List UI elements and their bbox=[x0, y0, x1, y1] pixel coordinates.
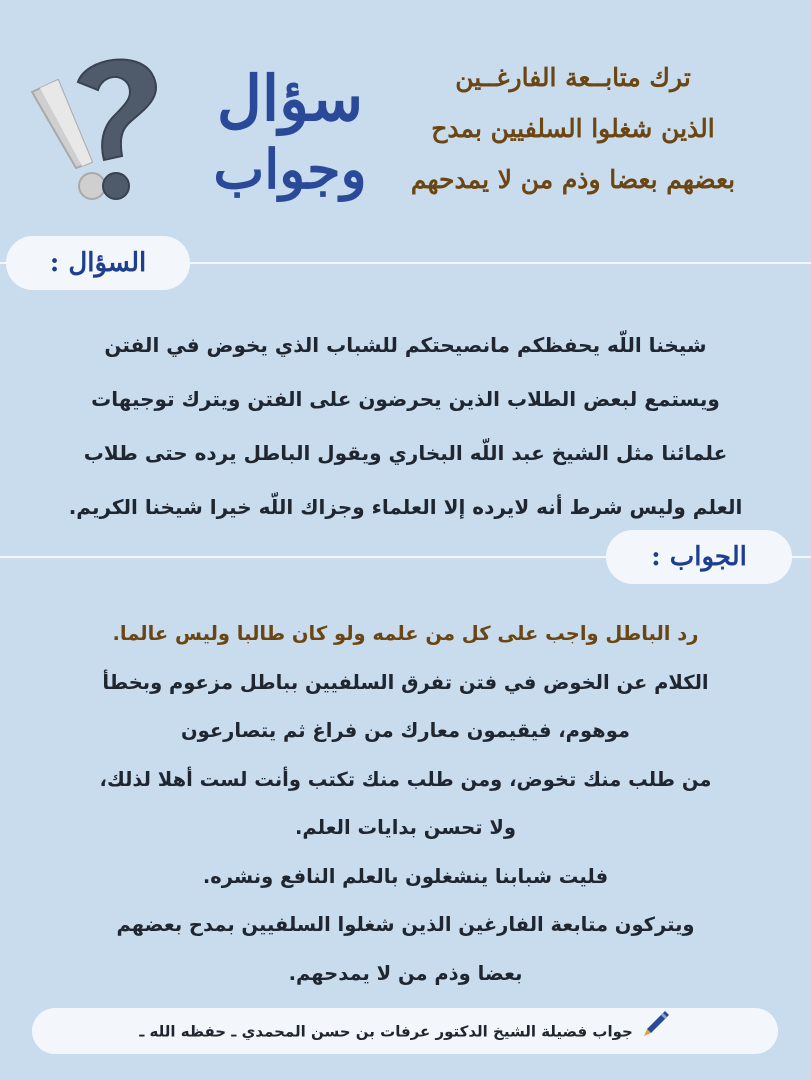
logo-word-answer: وجواب bbox=[213, 137, 367, 201]
qa-logo bbox=[20, 40, 390, 210]
answer-line: من طلب منك تخوض، ومن طلب منك تكتب وأنت لست أهلا لذلك، bbox=[99, 767, 712, 791]
title-line: ترك متابــعة الفارغــين bbox=[455, 63, 691, 92]
answer-line: بعضا وذم من لا يمدحهم. bbox=[288, 961, 523, 985]
exclamation-icon bbox=[32, 80, 105, 199]
logo-word-question: سؤال bbox=[216, 62, 364, 135]
answer-line: ولا تحسن بدايات العلم. bbox=[295, 816, 516, 839]
page-title bbox=[363, 52, 783, 205]
question-line: علمائنا مثل الشيخ عبد اللّه البخاري ويقول الباطل يرده حتى طلاب bbox=[83, 441, 728, 465]
answer-text bbox=[30, 610, 781, 998]
question-label: السؤال : bbox=[6, 236, 190, 290]
pen-icon bbox=[641, 1008, 671, 1056]
answer-label: الجواب : bbox=[606, 530, 792, 584]
footer-attribution bbox=[32, 1008, 778, 1054]
answer-line: ويتركون متابعة الفارغين الذين شغلوا السلفيين بمدح بعضهم bbox=[116, 913, 695, 936]
title-line: بعضهم بعضا وذم من لا يمدحهم bbox=[410, 165, 736, 194]
question-text bbox=[30, 318, 781, 534]
question-line: العلم وليس شرط أنه لايرده إلا العلماء وجزاك اللّه خيرا شيخنا الكريم. bbox=[68, 495, 743, 519]
answer-line: رد الباطل واجب على كل من علمه ولو كان طالبا وليس عالما. bbox=[112, 622, 699, 645]
question-line: شيخنا اللّه يحفظكم مانصيحتكم للشباب الذي يخوض في الفتن bbox=[104, 333, 707, 357]
footer-text: جواب فضيلة الشيخ الدكتور عرفات بن حسن المحمدي ـ حفظه الله ـ bbox=[139, 1022, 633, 1041]
question-line: ويستمع لبعض الطلاب الذين يحرضون على الفتن ويترك توجيهات bbox=[91, 387, 720, 411]
answer-line: فليت شبابنا ينشغلون بالعلم النافع ونشره. bbox=[202, 864, 609, 888]
answer-line: الكلام عن الخوض في فتن تفرق السلفيين بباطل مزعوم وبخطأ bbox=[102, 670, 709, 694]
answer-line: موهوم، فيقيمون معارك من فراغ ثم يتصارعون bbox=[180, 719, 630, 742]
title-line: الذين شغلوا السلفيين بمدح bbox=[431, 114, 715, 143]
